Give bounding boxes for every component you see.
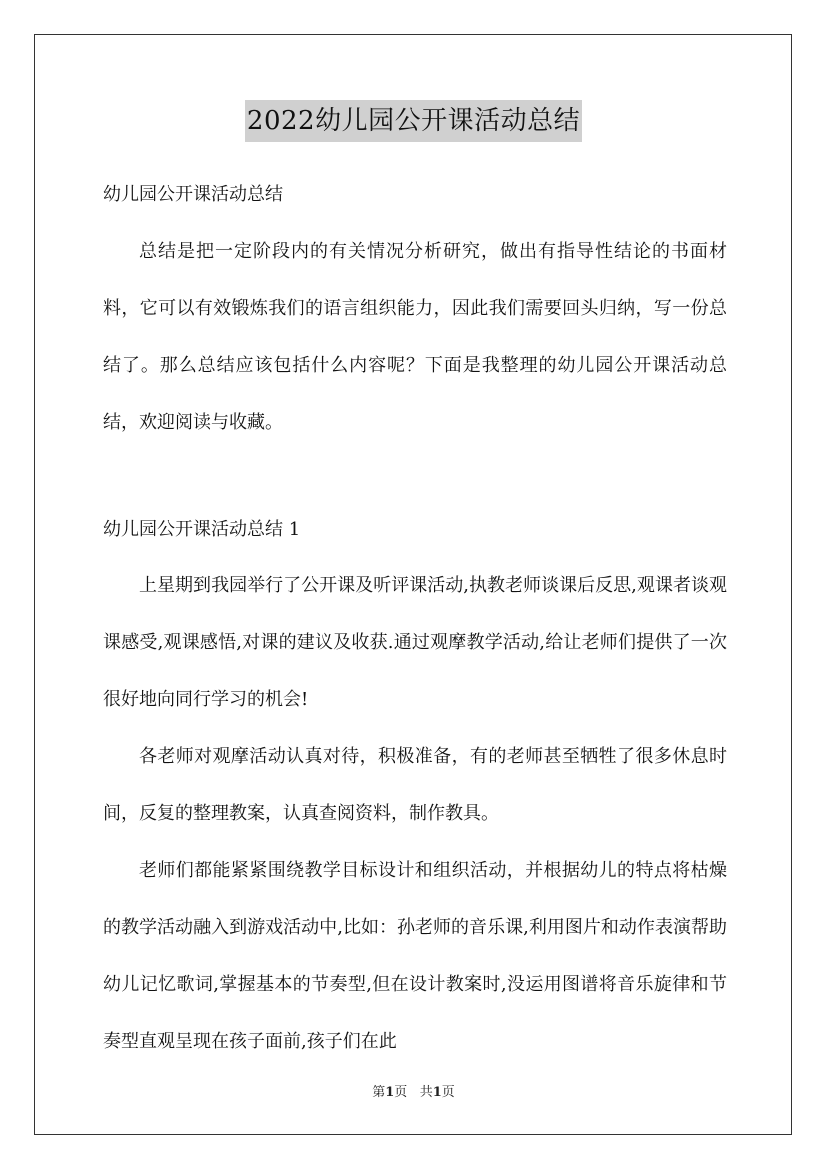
title-wrap: [0, 100, 827, 142]
section1-heading: 幼儿园公开课活动总结 1: [103, 519, 301, 540]
page-footer: [0, 1083, 827, 1103]
footer-page-unit: 页: [394, 1085, 408, 1100]
footer-total-unit: 页: [441, 1085, 455, 1100]
body-paragraph-3: 老师们都能紧紧围绕教学目标设计和组织活动，并根据幼儿的特点将枯燥的教学活动融入到游戏活动中,比如：孙老师的音乐课,利用图片和动作表演帮助幼儿记忆歌词,掌握基本的节奏型,但在设计教案时,没运用图谱将音乐旋律和节奏型直观呈现在孩子面前,孩子们在此: [103, 860, 727, 1052]
body-paragraph-2: 各老师对观摩活动认真对待，积极准备，有的老师甚至牺牲了很多休息时间，反复的整理教案，认真查阅资料，制作教具。: [103, 746, 727, 824]
document-body: [103, 172, 727, 1070]
intro-heading: 幼儿园公开课活动总结: [103, 184, 283, 205]
footer-total-prefix: 共: [419, 1085, 433, 1100]
footer-page-current: 1: [385, 1085, 395, 1100]
document-title: 2022幼儿园公开课活动总结: [245, 100, 582, 142]
body-paragraph-1: 上星期到我园举行了公开课及听评课活动,执教老师谈课后反思,观课者谈观课感受,观课感悟,对课的建议及收获.通过观摩教学活动,给让老师们提供了一次很好地向同行学习的机会!: [103, 575, 727, 710]
intro-paragraph: 总结是把一定阶段内的有关情况分析研究，做出有指导性结论的书面材料，它可以有效锻炼我们的语言组织能力，因此我们需要回头归纳，写一份总结了。那么总结应该包括什么内容呢？下面是我整理的幼儿园公开课活动总结，欢迎阅读与收藏。: [103, 241, 727, 433]
footer-page-total: 1: [432, 1085, 442, 1100]
footer-page-prefix: 第: [372, 1085, 386, 1100]
